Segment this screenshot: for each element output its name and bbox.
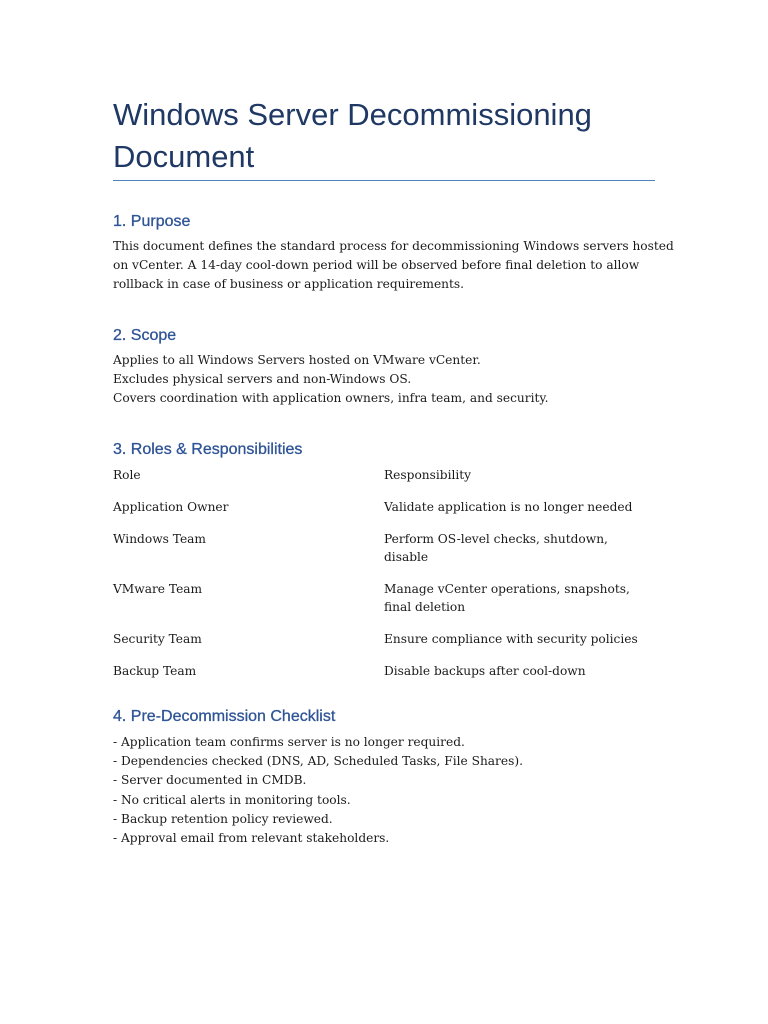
scope-line: Applies to all Windows Servers hosted on VMware vCenter. xyxy=(113,353,481,367)
scope-line: Covers coordination with application owners, infra team, and security. xyxy=(113,391,549,406)
purpose-line: on vCenter. A 14-day cool-down period will be observed before final deletion to allow xyxy=(113,258,640,273)
roles-header-row xyxy=(113,466,655,484)
purpose-line: rollback in case of business or application requirements. xyxy=(113,277,465,292)
list-item: - Dependencies checked (DNS, AD, Scheduled Tasks, File Shares). xyxy=(113,754,523,769)
responsibility-cell: Manage vCenter operations, snapshots, final deletion xyxy=(384,582,630,614)
roles-header-role: Role xyxy=(113,468,141,482)
scope-line: Excludes physical servers and non-Windows OS. xyxy=(113,372,412,387)
table-row xyxy=(113,580,655,616)
table-row xyxy=(113,662,655,680)
roles-table xyxy=(113,466,655,694)
checklist-heading: 4. Pre-Decommission Checklist xyxy=(113,708,336,725)
responsibility-cell: Disable backups after cool-down xyxy=(384,664,586,678)
scope-heading: 2. Scope xyxy=(113,327,177,344)
purpose-paragraph xyxy=(113,237,674,295)
role-cell: Application Owner xyxy=(113,500,229,514)
table-row xyxy=(113,498,655,516)
purpose-line: This document defines the standard process for decommissioning Windows servers hosted xyxy=(113,239,674,253)
checklist-list xyxy=(113,733,655,848)
responsibility-cell: Perform OS-level checks, shutdown, disable xyxy=(384,532,608,564)
table-row xyxy=(113,530,655,566)
list-item: - Backup retention policy reviewed. xyxy=(113,811,333,826)
role-cell: Backup Team xyxy=(113,664,197,678)
role-cell: Security Team xyxy=(113,632,202,646)
roles-heading: 3. Roles & Responsibilities xyxy=(113,441,303,458)
list-item: - No critical alerts in monitoring tools. xyxy=(113,792,351,807)
scope-paragraph xyxy=(113,351,655,409)
title-divider xyxy=(113,180,655,181)
document-title: Windows Server Decommissioning Document xyxy=(113,97,592,174)
role-cell: Windows Team xyxy=(113,532,206,546)
roles-header-responsibility: Responsibility xyxy=(384,468,472,482)
role-cell: VMware Team xyxy=(113,582,203,596)
purpose-heading: 1. Purpose xyxy=(113,213,191,230)
list-item: - Approval email from relevant stakeholders. xyxy=(113,831,390,846)
list-item: - Application team confirms server is no longer required. xyxy=(113,735,465,749)
responsibility-cell: Ensure compliance with security policies xyxy=(384,632,638,646)
responsibility-cell: Validate application is no longer needed xyxy=(384,500,633,514)
list-item: - Server documented in CMDB. xyxy=(113,773,307,788)
table-row xyxy=(113,630,655,648)
